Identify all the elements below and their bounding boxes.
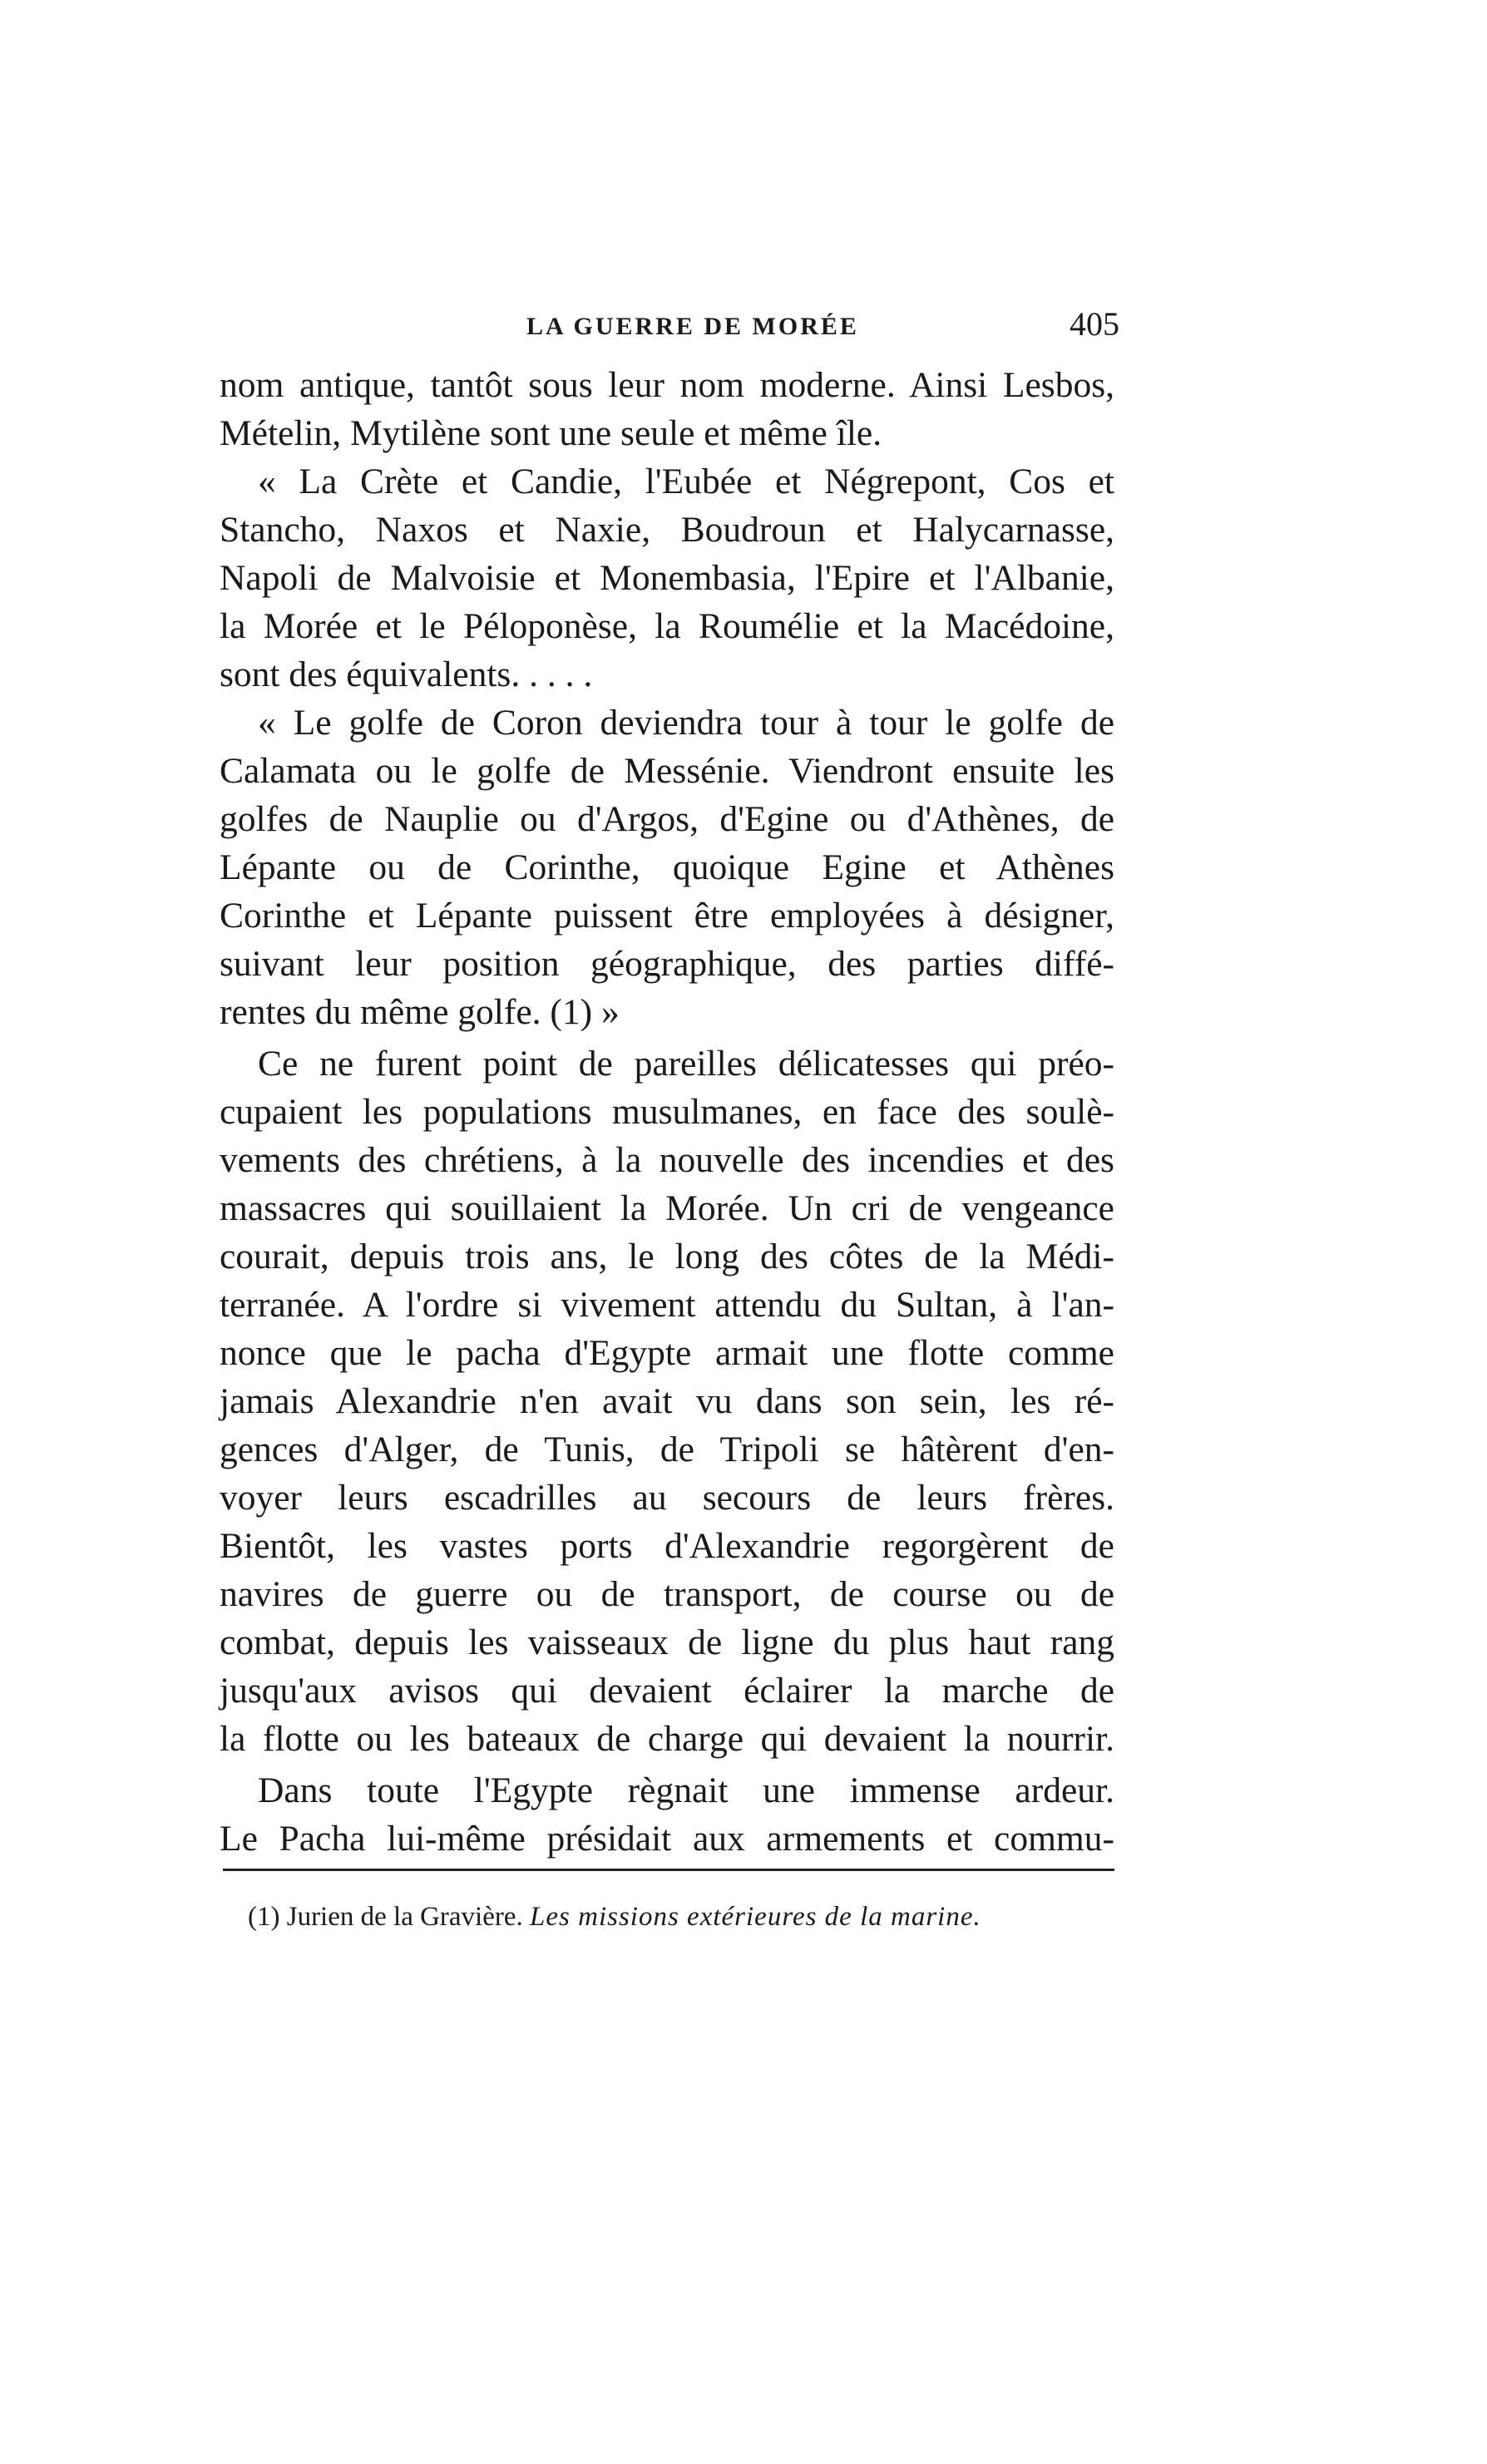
- text-line: combat, depuis les vaisseaux de ligne du plus haut rang: [220, 1622, 1114, 1662]
- text-line: nonce que le pacha d'Egypte armait une flotte comme: [220, 1333, 1114, 1373]
- text-line: cupaient les populations musulmanes, en face des soulè-: [220, 1092, 1114, 1132]
- text-line: jusqu'aux avisos qui devaient éclairer la marche de: [220, 1671, 1114, 1711]
- text-line: Dans toute l'Egypte règnait une immense ardeur.: [258, 1770, 1114, 1810]
- text-line: Mételin, Mytilène sont une seule et même île.: [220, 413, 882, 453]
- text-line: Bientôt, les vastes ports d'Alexandrie regorgèrent de: [220, 1526, 1114, 1566]
- text-line: la flotte ou les bateaux de charge qui devaient la nourrir.: [220, 1719, 1114, 1759]
- text-line: Le Pacha lui-même présidait aux armements et commu-: [220, 1819, 1114, 1859]
- text-line: Stancho, Naxos et Naxie, Boudroun et Halycarnasse,: [220, 510, 1114, 550]
- page-number: 405: [1070, 305, 1119, 343]
- footnote: [248, 1902, 981, 1933]
- text-line: Calamata ou le golfe de Messénie. Viendront ensuite les: [220, 751, 1114, 791]
- text-line: « La Crète et Candie, l'Eubée et Négrepont, Cos et: [258, 462, 1114, 501]
- text-line: Ce ne furent point de pareilles délicatesses qui préo-: [258, 1044, 1114, 1084]
- text-line: courait, depuis trois ans, le long des côtes de la Médi-: [220, 1237, 1114, 1276]
- text-line: golfes de Nauplie ou d'Argos, d'Egine ou d'Athènes, de: [220, 799, 1114, 839]
- footnote-citation: (1) Jurien de la Gravière.: [248, 1902, 523, 1932]
- text-line: nom antique, tantôt sous leur nom moderne. Ainsi Lesbos,: [220, 365, 1114, 405]
- text-line: sont des équivalents. . . . .: [220, 654, 593, 694]
- footnote-divider: [223, 1869, 1114, 1871]
- text-line: rentes du même golfe. (1) »: [220, 992, 620, 1032]
- text-line: « Le golfe de Coron deviendra tour à tour le golfe de: [258, 703, 1114, 743]
- text-line: Napoli de Malvoisie et Monembasia, l'Epire et l'Albanie,: [220, 558, 1114, 598]
- running-header: LA GUERRE DE MORÉE: [526, 313, 859, 340]
- text-line: gences d'Alger, de Tunis, de Tripoli se hâtèrent d'en-: [220, 1430, 1114, 1469]
- text-line: la Morée et le Péloponèse, la Roumélie et la Macédoine,: [220, 606, 1114, 646]
- text-line: massacres qui souillaient la Morée. Un cri de vengeance: [220, 1188, 1114, 1228]
- text-line: vements des chrétiens, à la nouvelle des incendies et des: [220, 1140, 1114, 1180]
- text-line: Lépante ou de Corinthe, quoique Egine et Athènes: [220, 847, 1114, 887]
- text-line: voyer leurs escadrilles au secours de leurs frères.: [220, 1478, 1114, 1518]
- footnote-work-title: Les missions extérieures de la marine.: [530, 1902, 981, 1932]
- text-line: terranée. A l'ordre si vivement attendu du Sultan, à l'an-: [220, 1285, 1114, 1325]
- text-line: suivant leur position géographique, des parties diffé-: [220, 944, 1114, 984]
- text-line: navires de guerre ou de transport, de course ou de: [220, 1574, 1114, 1614]
- text-line: Corinthe et Lépante puissent être employées à désigner,: [220, 896, 1114, 936]
- text-line: jamais Alexandrie n'en avait vu dans son sein, les ré-: [220, 1381, 1114, 1421]
